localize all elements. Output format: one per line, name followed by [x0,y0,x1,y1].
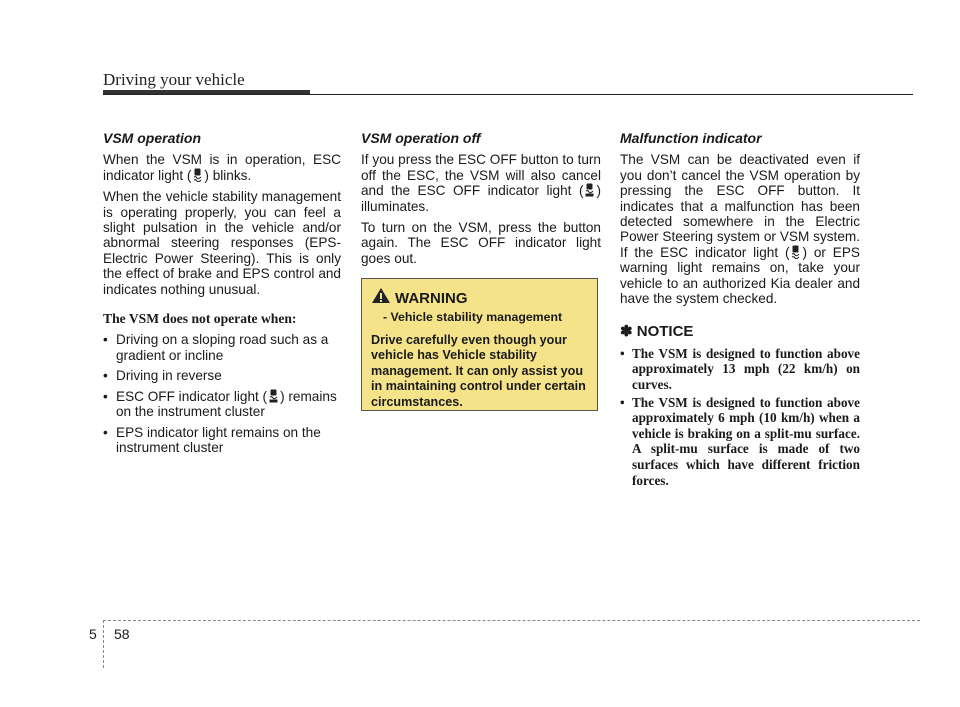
list-item: • Driving on a sloping road such as a gradient or incline [103,332,341,363]
warning-title: WARNING [395,289,468,307]
list-item: • The VSM is designed to function above approximately 13 mph (22 km/h) on curves. [620,346,860,393]
notice-list [620,346,860,488]
header-rule [103,94,913,95]
footer-divider [103,620,104,668]
page-number: 58 [114,626,130,642]
list-item: • Driving in reverse [103,368,341,383]
text: The VSM can be deactivated even if you don’t cancel the VSM operation by pressing the ESC OFF button. It indicates that a malfunction has been detected somewhere in the Electric Power Steering system or VSM system. If the ESC indicator light ( [620,152,860,260]
text: When the VSM is in operation, ESC indicator light ( [103,152,341,183]
column-vsm-operation [103,131,341,460]
chapter-number: 5 [89,626,97,642]
bullet-list [103,332,341,455]
section-heading: Malfunction indicator [620,130,762,146]
warning-header [371,287,588,309]
paragraph [620,152,860,306]
list-item [103,389,341,420]
section-heading: VSM operation off [361,130,481,146]
notice-title: ✽ NOTICE [620,323,694,341]
footer-rule [103,620,920,621]
column-malfunction-indicator [620,131,860,490]
warning-box [361,278,598,411]
warning-subtitle: - Vehicle stability management [383,310,563,324]
section-heading: VSM operation [103,130,202,146]
list-item: • EPS indicator light remains on the instrument cluster [103,425,341,456]
paragraph [361,152,601,214]
text: ) remains on the instrument cluster [116,388,337,420]
text: ) blinks. [204,167,252,183]
text: ) illuminates. [361,183,601,214]
esc-indicator-icon [791,245,800,259]
column-vsm-operation-off [361,131,601,272]
warning-body: Drive carefully even though your vehicle has Vehicle stability management. It can only assist you in maintaining control under certain circumstances. [371,333,586,409]
paragraph [103,152,341,183]
subheading: The VSM does not operate when: [103,311,297,327]
warning-triangle-icon [371,287,391,309]
esc-off-indicator-icon [585,183,594,197]
header-title: Driving your vehicle [103,70,245,89]
paragraph: To turn on the VSM, press the button again. The ESC OFF indicator light goes out. [361,220,601,266]
text: If you press the ESC OFF button to turn off the ESC, the VSM will also cancel and the ESC OFF indicator light ( [361,152,601,199]
list-item: • The VSM is designed to function above approximately 6 mph (10 km/h) when a vehicle is braking on a split-mu surface. A split-mu surface is made of two surfaces which have different friction forces. [620,395,860,489]
esc-off-indicator-icon [269,389,278,403]
text: ) or EPS warning light remains on, take your vehicle to an authorized Kia dealer and have the system checked. [620,244,860,307]
paragraph: When the vehicle stability management is operating properly, you can feel a slight pulsation in the vehicle and/or abnormal steering responses (EPS- Electric Power Steering). This is only the effect of brake and EPS control and indicates nothing unusual. [103,189,341,297]
esc-indicator-icon [193,168,202,182]
text: ESC OFF indicator light ( [116,388,268,404]
